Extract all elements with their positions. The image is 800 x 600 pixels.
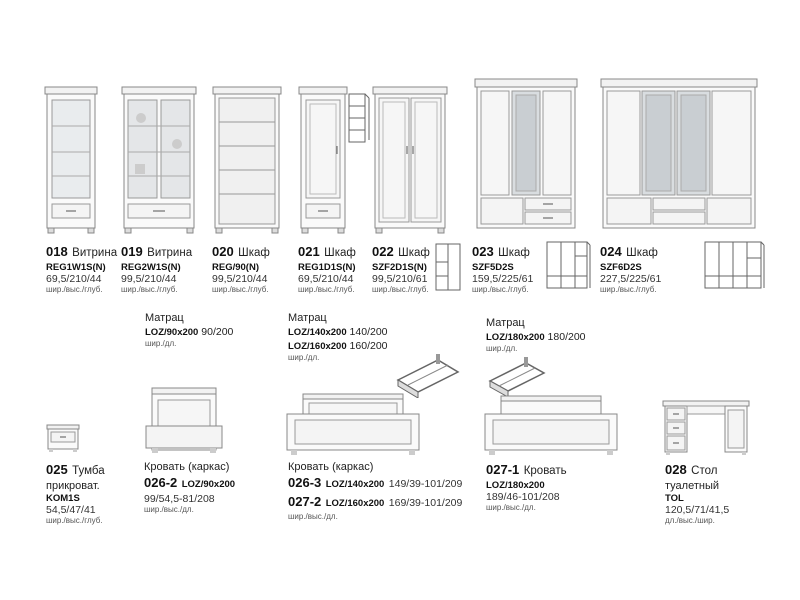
caption-027-1: 027-1 Кровать LOZ/180x200 189/46-101/208 шир./выс./дл. <box>486 462 567 513</box>
mattress-2-line1: LOZ/140x200 140/200 <box>288 326 388 338</box>
nightstand-025-image <box>46 424 80 452</box>
mattress-3-unit: шир./дл. <box>486 344 518 353</box>
small-shelf-icon <box>346 92 370 144</box>
caption-026-2: Кровать (каркас) 026-2 LOZ/90x200 99/54,5-81/208 шир./выс./дл. <box>144 461 236 515</box>
caption-021: 021 Шкаф REG1D1S(N) 69,5/210/44 шир./выс./глуб. <box>298 244 356 295</box>
caption-028: 028 Стол туалетный TOL 120,5/71/41,5 дл./выс./шир. <box>665 462 730 526</box>
mattress-1-line: LOZ/90x200 90/200 <box>145 326 234 338</box>
wardrobe-024-image <box>600 78 758 234</box>
vitrina-018-image <box>44 86 98 234</box>
mattress-3-line: LOZ/180x200 180/200 <box>486 331 586 343</box>
shelf-020-image <box>212 86 282 234</box>
wardrobe-024-open-icon <box>703 240 765 292</box>
vitrina-019-image <box>121 86 197 234</box>
caption-025: 025 Тумба прикроват. KOM1S 54,5/47/41 шир./выс./глуб. <box>46 462 105 526</box>
dressing-table-028-image <box>662 400 750 456</box>
bed-180-image <box>483 394 619 456</box>
mattress-1-title: Матрац <box>145 312 184 324</box>
bed-90-image <box>144 386 224 454</box>
bed-140-image <box>285 392 421 456</box>
caption-024: 024 Шкаф SZF6D2S 227,5/225/61 шир./выс./глуб. <box>600 244 662 295</box>
mattress-2-title: Матрац <box>288 312 327 324</box>
caption-026-3-027-2: Кровать (каркас) 026-3 LOZ/140x200 149/39-101/209 027-2 LOZ/160x200 169/39-101/209 шир./выс./дл. <box>288 461 463 521</box>
caption-020: 020 Шкаф REG/90(N) 99,5/210/44 шир./выс./глуб. <box>212 244 270 295</box>
mattress-2-line2: LOZ/160x200 160/200 <box>288 340 388 352</box>
mattress-3-title: Матрац <box>486 317 525 329</box>
mattress-1-unit: шир./дл. <box>145 339 177 348</box>
mattress-2-unit: шир./дл. <box>288 353 320 362</box>
wardrobe-022-open-icon <box>434 242 462 292</box>
caption-022: 022 Шкаф SZF2D1S(N) 99,5/210/61 шир./выс./глуб. <box>372 244 430 295</box>
wardrobe-021-image <box>298 86 348 234</box>
bed-frame-180-icon <box>484 355 548 399</box>
caption-023: 023 Шкаф SZF5D2S 159,5/225/61 шир./выс./глуб. <box>472 244 534 295</box>
wardrobe-022-image <box>372 86 448 234</box>
wardrobe-023-image <box>474 78 578 234</box>
caption-019: 019 Витрина REG2W1S(N) 99,5/210/44 шир./выс./глуб. <box>121 244 193 295</box>
caption-018: 018 Витрина REG1W1S(N) 69,5/210/44 шир./выс./глуб. <box>46 244 118 295</box>
wardrobe-023-open-icon <box>545 240 591 292</box>
